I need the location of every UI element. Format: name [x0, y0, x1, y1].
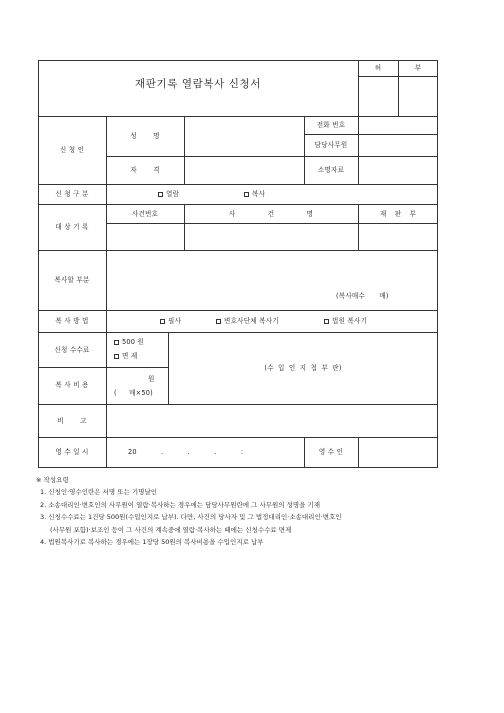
request-type-label: 신 청 구 분 [55, 190, 89, 198]
col-line [358, 437, 359, 467]
row-line [38, 437, 438, 438]
instruction-item: (사무원 포함)·보조인 등이 그 사건의 계속중에 열람·복사하는 때에는 신청수수료 면제 [50, 525, 292, 534]
fee-option-amount[interactable] [114, 338, 144, 346]
clerk-field[interactable] [362, 138, 434, 154]
request-option-view-label: 열람 [166, 190, 180, 198]
col-line [106, 250, 107, 310]
copy-part-field[interactable] [112, 256, 432, 284]
request-option-view[interactable] [158, 190, 179, 198]
approval-deny-label: 부 [414, 64, 422, 72]
clerk-label: 담당사무원 [314, 141, 348, 149]
row-line [38, 332, 438, 333]
row-line [38, 367, 168, 368]
name-field[interactable] [188, 120, 300, 152]
row-line [106, 156, 438, 157]
receiver-field[interactable] [362, 441, 434, 463]
instruction-item: 4. 법원복사기로 복사하는 경우에는 1장당 50원의 복사비용을 수입인지로 납부 [40, 538, 264, 547]
revenue-stamp-area-label: (수 입 인 지 첩 부 란) [264, 364, 342, 372]
checkbox-icon [324, 319, 329, 324]
copy-method-bar-copier-label: 변호사단체 복사기 [224, 317, 279, 325]
phone-field[interactable] [362, 118, 434, 132]
remarks-field[interactable] [110, 408, 434, 434]
col-line [358, 116, 359, 184]
receiver-label: 영 수 인 [318, 448, 344, 456]
case-name-label: 사 건 명 [228, 210, 314, 218]
court-label: 재 판 부 [379, 210, 417, 218]
checkbox-icon [244, 192, 249, 197]
instruction-item: 2. 소송대리인·변호인의 사무원이 열람·복사하는 경우에는 담당사무원란에 그 사무원의 성명을 기재 [40, 500, 321, 509]
form-title: 재판기록 열람복사 신청서 [134, 78, 262, 90]
proof-field[interactable] [362, 160, 434, 180]
border-top [38, 60, 438, 61]
col-line [184, 116, 185, 184]
col-line [106, 437, 107, 467]
request-option-copy[interactable] [244, 190, 265, 198]
receipt-date-value[interactable]: 20 . . . : [128, 448, 244, 456]
instruction-item: 1. 신청인·영수인란은 서명 또는 기명날인 [40, 488, 157, 497]
fee-label: 신청 수수료 [54, 346, 90, 354]
copy-method-court-copier-label: 법원 복사기 [332, 317, 368, 325]
approval-allow-label: 허 [374, 64, 382, 72]
row-line [38, 404, 438, 405]
name-label: 성 명 [130, 132, 160, 140]
col-line [106, 184, 107, 204]
fee-amount-label: 500 원 [122, 338, 145, 346]
fee-option-exempt[interactable] [114, 352, 137, 360]
fee-exempt-label: 면 제 [122, 352, 138, 360]
row-line [38, 184, 438, 185]
copy-cost-calc: ( 매×50) [114, 389, 153, 397]
copy-method-bar-copier[interactable] [216, 317, 279, 325]
approval-deny-cell[interactable] [408, 86, 428, 108]
col-line [106, 404, 107, 437]
checkbox-icon [114, 354, 119, 359]
copy-cost-unit: 원 [148, 375, 155, 383]
checkbox-icon [216, 319, 221, 324]
instruction-item: 3. 신청수수료는 1건당 500원(수입인지로 납부). 다만, 사건의 당사자 및 그 법정대리인·소송대리인·변호인 [40, 513, 342, 522]
case-number-field[interactable] [110, 227, 180, 247]
checkbox-icon [160, 319, 165, 324]
col-line [106, 310, 107, 332]
qualification-label: 자 격 [130, 166, 160, 174]
request-option-copy-label: 복사 [252, 190, 266, 198]
remarks-label: 비 고 [57, 417, 87, 425]
copy-method-court-copier[interactable] [324, 317, 367, 325]
copy-cost-label: 복 사 비 용 [55, 381, 89, 389]
copy-method-handwrite[interactable] [160, 317, 181, 325]
border-right [437, 60, 438, 468]
row-line [38, 310, 438, 311]
case-number-label: 사건번호 [131, 210, 159, 218]
target-record-label: 대 상 기 록 [55, 223, 89, 231]
row-line [38, 250, 438, 251]
court-field[interactable] [362, 227, 434, 247]
copy-count-label: (복사매수 매) [336, 292, 389, 300]
approval-allow-cell[interactable] [370, 86, 386, 108]
col-line [106, 332, 107, 404]
instructions-heading: ※ 작성요령 [36, 476, 69, 484]
proof-label: 소명자료 [317, 166, 345, 174]
copy-part-label: 복사할 부분 [54, 276, 90, 284]
case-name-field[interactable] [188, 227, 354, 247]
checkbox-icon [114, 340, 119, 345]
row-line [38, 204, 438, 205]
border-bottom [38, 467, 438, 468]
row-line [304, 134, 438, 135]
copy-method-label: 복 사 방 법 [55, 317, 89, 325]
application-form [38, 60, 438, 468]
writing-instructions [36, 474, 342, 548]
copy-method-handwrite-label: 필사 [168, 317, 182, 325]
checkbox-icon [158, 192, 163, 197]
qualification-field[interactable] [188, 160, 300, 180]
approval-row-line [358, 76, 438, 77]
receipt-date-label: 영 수 일 시 [55, 448, 89, 456]
row-line [38, 116, 438, 117]
row-line [106, 223, 438, 224]
border-left [38, 60, 39, 468]
applicant-section-label: 신 청 인 [59, 146, 85, 154]
phone-label: 전화 번호 [316, 121, 346, 129]
